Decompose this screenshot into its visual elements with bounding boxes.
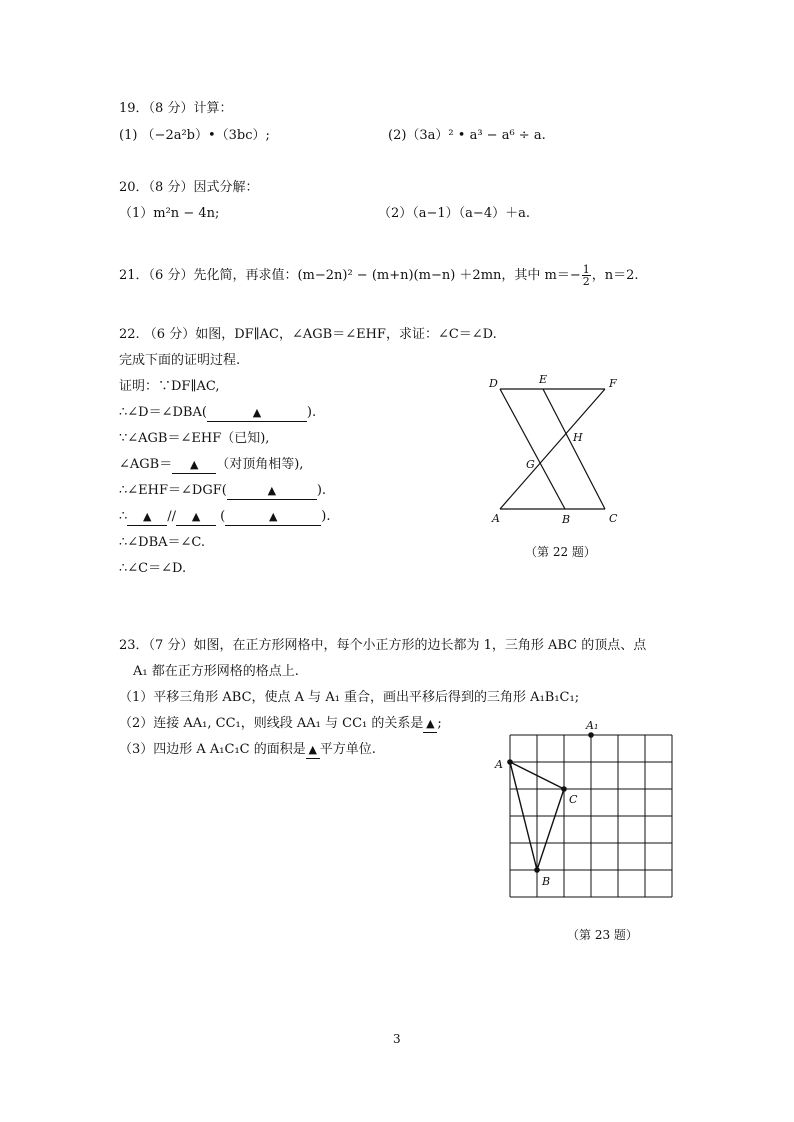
answer-blank[interactable]: ▲ [423, 716, 437, 733]
square-grid [510, 735, 672, 897]
page-number: 3 [393, 1032, 401, 1046]
q22-proof-line1 [119, 404, 316, 422]
answer-blank[interactable]: ▲ [207, 405, 307, 422]
point-A [507, 759, 513, 765]
label-G: G [526, 458, 535, 471]
q19-title: 19．（8 分）计算： [119, 101, 233, 116]
q23-p3-pre: （3）四边形 A A₁C₁C 的面积是 [119, 742, 306, 757]
q20-part2: （2）（a−1）（a−4）＋a. [378, 206, 530, 221]
answer-blank[interactable]: ▲ [176, 509, 216, 526]
q23-part3 [119, 741, 376, 759]
q23-p2-pre: （2）连接 AA₁, CC₁，则线段 AA₁ 与 CC₁ 的关系是 [119, 716, 424, 731]
q22-l5-mid: // [167, 509, 177, 524]
q21-fraction [582, 264, 591, 287]
point-C [561, 786, 567, 792]
q22-l5-pre: ∴ [119, 509, 128, 524]
q20-title: 20．（8 分）因式分解： [119, 180, 259, 195]
q21-tail: ，n＝2. [591, 268, 639, 283]
figure-22 [480, 370, 630, 530]
answer-blank[interactable]: ▲ [306, 742, 320, 759]
answer-blank[interactable]: ▲ [225, 509, 321, 526]
label-B: B [562, 513, 571, 526]
figure-22-caption: （第 22 题） [525, 545, 596, 559]
q21-expression: 21．（6 分）先化简，再求值：(m−2n)² − (m+n)(m−n) ＋2mn，其中 m＝− [119, 268, 581, 283]
q22-intro: 完成下面的证明过程. [119, 353, 241, 368]
q23-part1: （1）平移三角形 ABC，使点 A 与 A₁ 重合，画出平移后得到的三角形 A₁B₁C₁; [119, 690, 580, 705]
figure-23 [480, 715, 680, 905]
q22-l5-open: ( [216, 509, 226, 524]
q23-p3-post: 平方单位. [319, 742, 376, 757]
label-A1: A₁ [586, 719, 599, 732]
q22-l3-post: （对顶角相等), [216, 457, 304, 472]
label-C: C [609, 512, 618, 525]
q22-l1-post: ). [306, 405, 317, 420]
q22-proof-line2: ∵∠AGB＝∠EHF（已知), [119, 431, 270, 446]
q22-proof-line6: ∴∠DBA＝∠C. [119, 535, 206, 550]
q23-title: 23．（7 分）如图，在正方形网格中，每个小正方形的边长都为 1，三角形 ABC 的顶点、点 [119, 638, 647, 653]
label-A: A [492, 512, 500, 525]
q22-proof-line3 [119, 456, 303, 474]
point-A1 [588, 732, 594, 738]
label-H: H [573, 431, 583, 444]
answer-blank[interactable]: ▲ [227, 483, 317, 500]
label-B: B [542, 875, 551, 888]
label-D: D [489, 377, 498, 390]
q21-frac-num: 1 [582, 263, 590, 276]
label-C: C [569, 793, 578, 806]
q22-l4-pre: ∴∠EHF＝∠DGF( [119, 483, 227, 498]
q22-l3-pre: ∠AGB＝ [119, 457, 173, 472]
segment-DB [500, 389, 565, 509]
q22-title: 22. （6 分）如图，DF∥AC，∠AGB＝∠EHF，求证：∠C＝∠D. [119, 327, 497, 342]
q22-proof-line4 [119, 482, 326, 500]
q22-proof-line5 [119, 508, 330, 526]
q21-frac-den: 2 [582, 275, 590, 288]
q22-proof-start: 证明：∵DF∥AC, [119, 379, 220, 394]
q20-part1: （1）m²n − 4n; [119, 206, 220, 221]
q23-part2 [119, 715, 442, 733]
q19-part2: (2)（3a）² • a³ − a⁶ ÷ a. [388, 128, 546, 143]
q23-title-line2: A₁ 都在正方形网格的格点上. [133, 664, 299, 679]
q22-l4-post: ). [316, 483, 327, 498]
figure-23-caption: （第 23 题） [567, 928, 638, 942]
point-B [534, 867, 540, 873]
q19-part1: (1) （−2a²b）•（3bc）; [119, 128, 270, 143]
q22-l1-pre: ∴∠D＝∠DBA( [119, 405, 207, 420]
label-A: A [495, 758, 503, 771]
answer-blank[interactable]: ▲ [172, 457, 216, 474]
label-F: F [609, 377, 617, 390]
q22-l5-post: ). [321, 509, 331, 524]
answer-blank[interactable]: ▲ [127, 509, 167, 526]
q21-text [119, 264, 639, 287]
q22-proof-line7: ∴∠C＝∠D. [119, 561, 187, 576]
q23-p2-post: ; [437, 716, 442, 731]
label-E: E [539, 373, 548, 386]
